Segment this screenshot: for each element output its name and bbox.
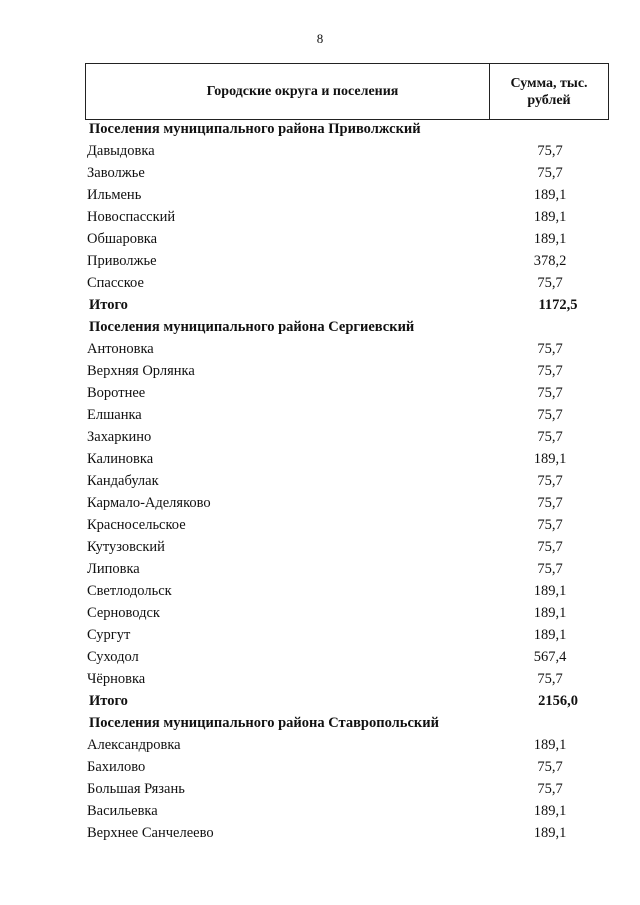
table-row	[85, 603, 609, 625]
table-row	[85, 823, 609, 845]
section-row	[85, 119, 609, 141]
table-row	[85, 405, 609, 427]
settlement-name: Верхняя Орлянка	[87, 363, 195, 379]
settlement-name: Кармало-Аделяково	[87, 495, 211, 511]
table-row	[85, 273, 609, 295]
table-row	[85, 141, 609, 163]
settlement-name: Верхнее Санчелеево	[87, 825, 214, 841]
table-row	[85, 207, 609, 229]
total-value: 2156,0	[538, 693, 578, 709]
sum-value: 75,7	[537, 165, 563, 181]
sum-value: 75,7	[537, 429, 563, 445]
section-row	[85, 317, 609, 339]
table-row	[85, 185, 609, 207]
sum-value: 567,4	[533, 649, 567, 665]
settlement-name: Приволжье	[87, 253, 157, 269]
sum-value: 75,7	[537, 385, 563, 401]
section-title: Поселения муниципального района Ставропольский	[89, 715, 439, 731]
table-row	[85, 669, 609, 691]
sum-value: 189,1	[533, 803, 567, 819]
column-header-sum	[489, 64, 608, 119]
column-header-sum-line2: рублей	[527, 92, 571, 108]
sum-value: 75,7	[537, 143, 563, 159]
settlement-name: Александровка	[87, 737, 181, 753]
settlement-name: Елшанка	[87, 407, 142, 423]
table-row	[85, 559, 609, 581]
settlement-name: Суходол	[87, 649, 139, 665]
table-header	[85, 63, 609, 120]
table-row	[85, 625, 609, 647]
total-value: 1172,5	[538, 297, 578, 313]
table-row	[85, 251, 609, 273]
sum-value: 189,1	[533, 825, 567, 841]
table-row	[85, 581, 609, 603]
total-row	[85, 295, 609, 317]
settlement-name: Сургут	[87, 627, 131, 643]
sum-value: 75,7	[537, 275, 563, 291]
settlement-name: Кутузовский	[87, 539, 165, 555]
settlement-name: Захаркино	[87, 429, 152, 445]
sum-value: 189,1	[533, 209, 567, 225]
settlement-name: Новоспасский	[87, 209, 176, 225]
total-label: Итого	[89, 297, 128, 313]
sum-value: 75,7	[537, 341, 563, 357]
total-label: Итого	[89, 693, 128, 709]
sum-value: 189,1	[533, 187, 567, 203]
sum-value: 75,7	[537, 781, 563, 797]
settlement-name: Антоновка	[87, 341, 154, 357]
table-row	[85, 515, 609, 537]
section-row	[85, 713, 609, 735]
settlement-name: Большая Рязань	[87, 781, 185, 797]
table-row	[85, 339, 609, 361]
sum-value: 75,7	[537, 517, 563, 533]
settlement-name: Обшаровка	[87, 231, 158, 247]
table-row	[85, 493, 609, 515]
settlement-name: Липовка	[87, 561, 140, 577]
table-row	[85, 757, 609, 779]
sum-value: 189,1	[533, 605, 567, 621]
settlement-name: Красносельское	[87, 517, 186, 533]
sum-value: 75,7	[537, 671, 563, 687]
total-row	[85, 691, 609, 713]
settlement-name: Калиновка	[87, 451, 154, 467]
sum-value: 75,7	[537, 759, 563, 775]
page-number: 8	[316, 31, 324, 46]
settlement-name: Васильевка	[87, 803, 158, 819]
sum-value: 75,7	[537, 407, 563, 423]
settlement-name: Ильмень	[87, 187, 142, 203]
sum-value: 75,7	[537, 473, 563, 489]
settlement-name: Бахилово	[87, 759, 146, 775]
table-row	[85, 361, 609, 383]
section-title: Поселения муниципального района Приволжский	[89, 121, 421, 137]
table-row	[85, 471, 609, 493]
settlement-name: Кандабулак	[87, 473, 159, 489]
sum-value: 189,1	[533, 583, 567, 599]
settlement-name: Светлодольск	[87, 583, 172, 599]
table-row	[85, 163, 609, 185]
sum-value: 75,7	[537, 561, 563, 577]
table-row	[85, 229, 609, 251]
table-row	[85, 449, 609, 471]
table-row	[85, 537, 609, 559]
table-row	[85, 383, 609, 405]
table-body	[85, 119, 609, 845]
column-header-name: Городские округа и поселения	[206, 83, 399, 99]
sum-value: 189,1	[533, 737, 567, 753]
sum-value: 75,7	[537, 495, 563, 511]
sum-value: 75,7	[537, 539, 563, 555]
table-row	[85, 647, 609, 669]
sum-value: 189,1	[533, 231, 567, 247]
column-header-sum-line1: Сумма, тыс.	[510, 75, 588, 91]
settlement-name: Давыдовка	[87, 143, 155, 159]
sum-value: 75,7	[537, 363, 563, 379]
section-title: Поселения муниципального района Сергиевский	[89, 319, 415, 335]
settlement-name: Воротнее	[87, 385, 146, 401]
table-row	[85, 779, 609, 801]
sum-value: 189,1	[533, 627, 567, 643]
settlement-name: Спасское	[87, 275, 144, 291]
sum-value: 378,2	[533, 253, 567, 269]
table-row	[85, 801, 609, 823]
table-row	[85, 735, 609, 757]
table-row	[85, 427, 609, 449]
settlement-name: Чёрновка	[87, 671, 146, 687]
settlement-name: Серноводск	[87, 605, 160, 621]
sum-value: 189,1	[533, 451, 567, 467]
settlement-name: Заволжье	[87, 165, 145, 181]
